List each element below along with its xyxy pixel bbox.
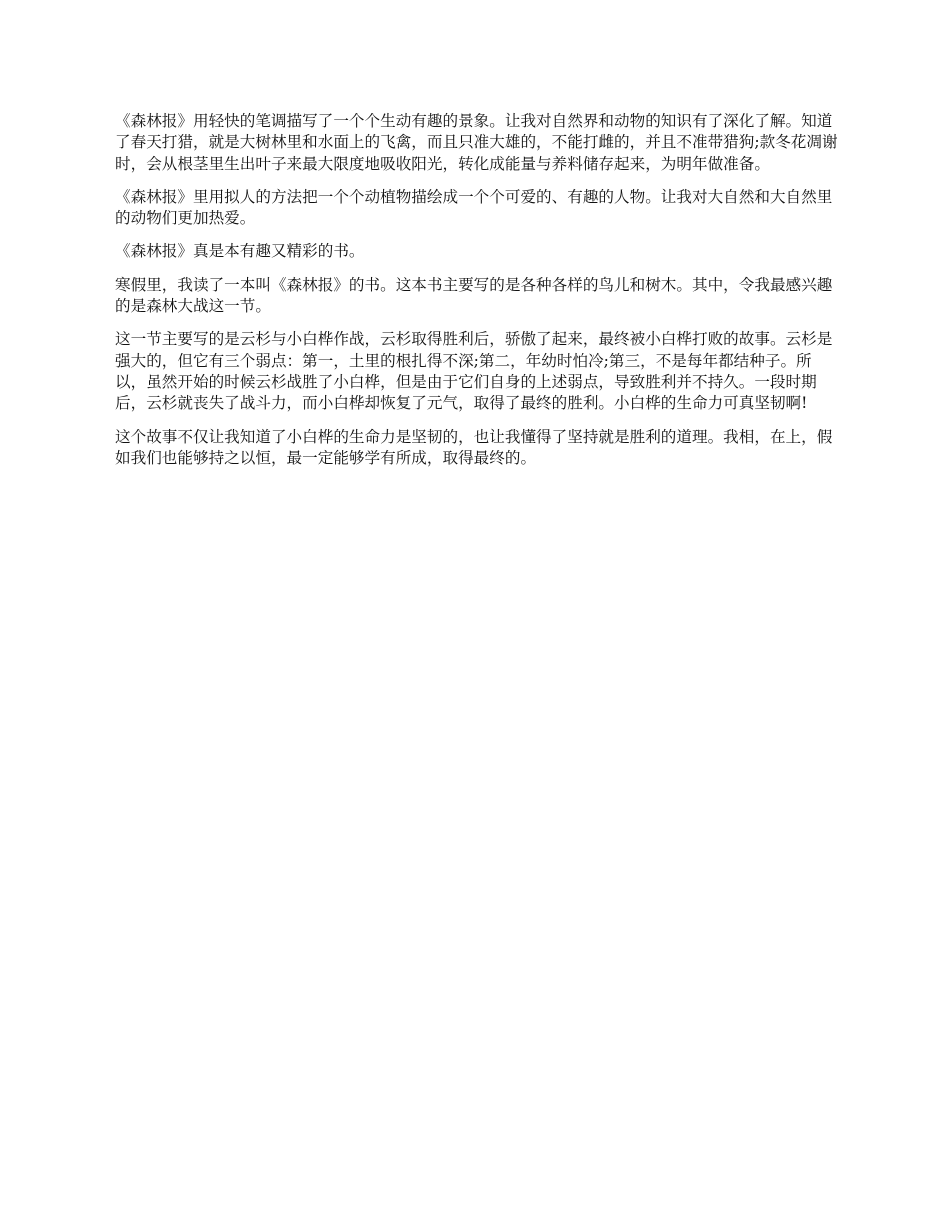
paragraph-4: 寒假里，我读了一本叫《森林报》的书。这本书主要写的是各种各样的鸟儿和树木。其中，令我最感兴趣的是森林大战这一节。 <box>115 275 833 316</box>
paragraph-1: 《森林报》用轻快的笔调描写了一个个生动有趣的景象。让我对自然界和动物的知识有了深化了解。知道了春天打猎，就是大树林里和水面上的飞禽，而且只准大雄的，不能打雌的，并且不准带猎狗;款冬花凋谢时，会从根茎里生出叶子来最大限度地吸收阳光，转化成能量与养料储存起来，为明年做准备。 <box>115 112 838 173</box>
paragraph-2: 《森林报》里用拟人的方法把一个个动植物描绘成一个个可爱的、有趣的人物。让我对大自然和大自然里的动物们更加热爱。 <box>115 187 833 228</box>
document-body <box>115 111 840 481</box>
paragraph-3: 《森林报》真是本有趣又精彩的书。 <box>115 242 365 261</box>
paragraph-6: 这个故事不仅让我知道了小白桦的生命力是坚韧的，也让我懂得了坚持就是胜利的道理。我相，在上，假如我们也能够持之以恒，最一定能够学有所成，取得最终的。 <box>115 427 833 467</box>
paragraph-5: 这一节主要写的是云杉与小白桦作战，云杉取得胜利后，骄傲了起来，最终被小白桦打败的故事。云杉是强大的，但它有三个弱点：第一，土里的根扎得不深;第二，年幼时怕冷;第三，不是每年都结种子。所以，虽然开始的时候云杉战胜了小白桦，但是由于它们自身的上述弱点，导致胜利并不持久。一段时期后，云杉就丧失了战斗力，而小白桦却恢复了元气，取得了最终的胜利。小白桦的生命力可真坚韧啊! <box>115 330 833 413</box>
